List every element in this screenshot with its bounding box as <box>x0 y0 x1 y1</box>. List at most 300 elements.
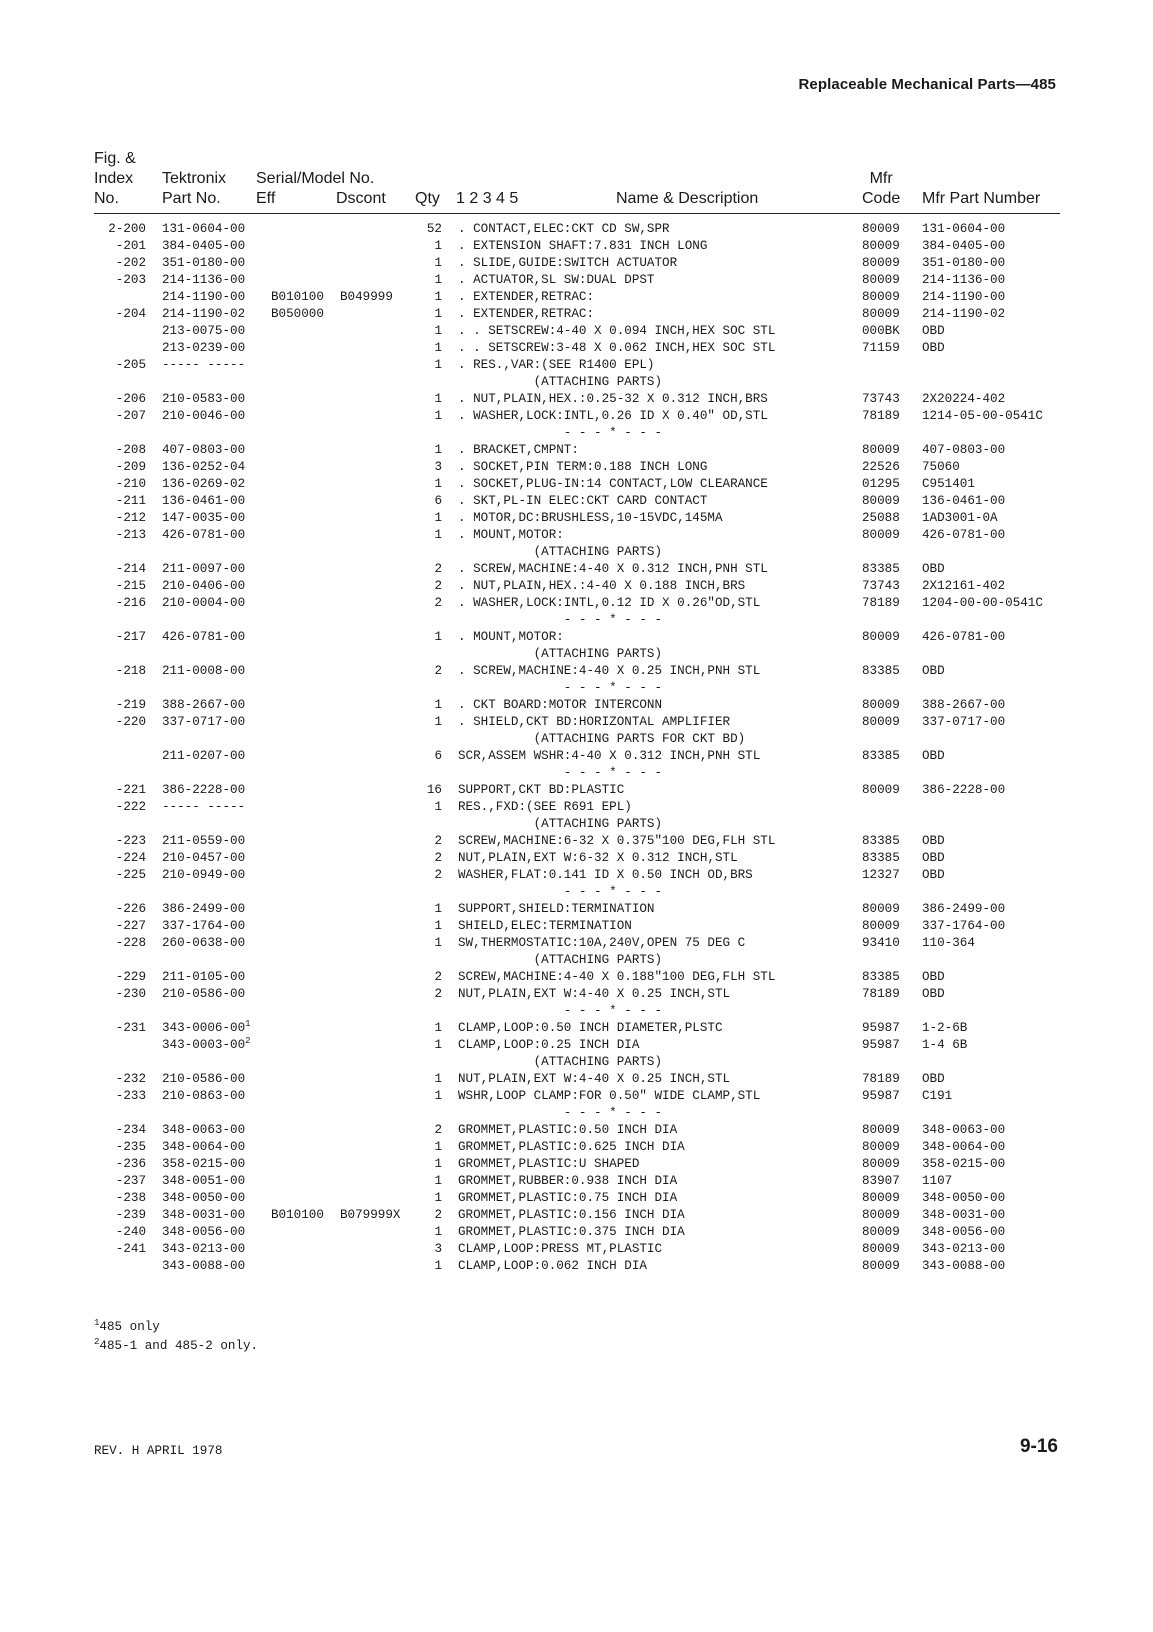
table-row <box>0 221 1153 238</box>
mfr-code-cell-text: 80009 <box>862 1208 900 1222</box>
mfr-part-number-cell-text: 407-0803-00 <box>922 443 1006 457</box>
footnote-mark: 2 <box>94 1337 100 1347</box>
mfr-part-number-cell <box>922 986 945 1003</box>
mfr-code-cell-text: 80009 <box>862 307 900 321</box>
table-row <box>0 1156 1153 1173</box>
fig-index-cell <box>94 255 146 272</box>
part-number-cell-text: 348-0050-00 <box>162 1191 246 1205</box>
name-description-cell-text: . EXTENDER,RETRAC: <box>458 307 595 321</box>
mfr-code-cell <box>862 986 900 1003</box>
footnote-ref: 1 <box>245 1019 251 1029</box>
name-description-cell <box>458 731 745 748</box>
table-row <box>0 765 1153 782</box>
mfr-code-cell <box>862 714 900 731</box>
mfr-code-cell-text: 95987 <box>862 1038 900 1052</box>
name-description-cell <box>458 884 662 901</box>
mfr-part-number-cell-text: OBD <box>922 749 945 763</box>
mfr-part-number-cell <box>922 595 1043 612</box>
part-number-cell <box>162 340 245 357</box>
mfr-part-number-cell <box>922 442 1005 459</box>
mfr-part-number-cell <box>922 1173 952 1190</box>
part-number-cell <box>162 1173 245 1190</box>
mfr-code-cell <box>862 969 900 986</box>
name-description-cell-text: - - - * - - - <box>458 766 663 780</box>
name-description-cell <box>458 544 662 561</box>
name-description-cell <box>458 561 768 578</box>
fig-index-cell <box>94 782 146 799</box>
part-number-cell-text: 147-0035-00 <box>162 511 246 525</box>
mfr-code-cell <box>862 935 900 952</box>
name-description-cell <box>458 255 677 272</box>
mfr-code-cell-text: 93410 <box>862 936 900 950</box>
table-row <box>0 561 1153 578</box>
mfr-code-cell-text: 83385 <box>862 664 900 678</box>
table-row <box>0 442 1153 459</box>
part-number-cell <box>162 1190 245 1207</box>
mfr-code-cell <box>862 697 900 714</box>
name-description-cell <box>458 1020 723 1037</box>
name-description-cell <box>458 1054 662 1071</box>
mfr-part-number-cell-text: OBD <box>922 851 945 865</box>
name-description-cell-text: . SOCKET,PLUG-IN:14 CONTACT,LOW CLEARANCE <box>458 477 768 491</box>
table-row <box>0 306 1153 323</box>
qty-cell <box>415 1241 442 1258</box>
mfr-part-number-cell-text: 348-0031-00 <box>922 1208 1006 1222</box>
part-number-cell <box>162 1224 245 1241</box>
revision-label: REV. H APRIL 1978 <box>94 1444 223 1458</box>
part-number-cell <box>162 714 245 731</box>
fig-index-cell-text: -220 <box>115 715 146 729</box>
qty-cell-text: 1 <box>434 630 442 644</box>
table-row <box>0 1105 1153 1122</box>
name-description-cell <box>458 493 707 510</box>
part-number-cell-text: 210-0583-00 <box>162 392 246 406</box>
qty-cell-text: 1 <box>434 1157 442 1171</box>
mfr-part-number-cell-text: 1107 <box>922 1174 953 1188</box>
qty-cell-text: 6 <box>434 494 442 508</box>
part-number-cell <box>162 221 245 238</box>
qty-cell <box>415 1258 442 1275</box>
name-description-cell-text: SCR,ASSEM WSHR:4-40 X 0.312 INCH,PNH STL <box>458 749 761 763</box>
mfr-code-cell <box>862 1207 900 1224</box>
qty-cell <box>415 238 442 255</box>
qty-cell <box>415 1071 442 1088</box>
mfr-part-number-cell-text: 131-0604-00 <box>922 222 1006 236</box>
qty-cell <box>415 986 442 1003</box>
mfr-part-number-cell <box>922 1071 945 1088</box>
part-number-cell-text: 358-0215-00 <box>162 1157 246 1171</box>
qty-cell <box>415 1190 442 1207</box>
part-number-cell <box>162 748 245 765</box>
fig-index-cell-text: -237 <box>115 1174 146 1188</box>
qty-cell <box>415 323 442 340</box>
qty-cell <box>415 1224 442 1241</box>
mfr-part-number-cell-text: 426-0781-00 <box>922 630 1006 644</box>
table-row <box>0 952 1153 969</box>
mfr-code-cell-text: 83385 <box>862 834 900 848</box>
name-description-cell <box>458 935 745 952</box>
mfr-part-number-cell <box>922 238 1005 255</box>
fig-index-cell <box>94 238 146 255</box>
mfr-code-cell-text: 78189 <box>862 596 900 610</box>
name-description-cell-text: CLAMP,LOOP:0.25 INCH DIA <box>458 1038 640 1052</box>
name-description-cell-text: . ACTUATOR,SL SW:DUAL DPST <box>458 273 655 287</box>
table-row <box>0 986 1153 1003</box>
part-number-cell <box>162 1122 245 1139</box>
qty-cell <box>415 391 442 408</box>
part-number-cell <box>162 595 245 612</box>
table-row <box>0 1139 1153 1156</box>
name-description-cell-text: . CKT BOARD:MOTOR INTERCONN <box>458 698 663 712</box>
part-number-cell <box>162 867 245 884</box>
qty-cell <box>415 1037 442 1054</box>
fig-index-cell-text: 2-200 <box>108 222 146 236</box>
mfr-part-number-cell <box>922 306 1005 323</box>
name-description-cell-text: . SOCKET,PIN TERM:0.188 INCH LONG <box>458 460 708 474</box>
mfr-code-cell-text: 80009 <box>862 528 900 542</box>
mfr-part-number-cell-text: 343-0213-00 <box>922 1242 1006 1256</box>
qty-cell-text: 2 <box>434 970 442 984</box>
part-number-cell-text: 426-0781-00 <box>162 630 246 644</box>
qty-cell-text: 2 <box>434 834 442 848</box>
mfr-part-number-cell <box>922 629 1005 646</box>
name-description-cell <box>458 527 564 544</box>
fig-index-cell <box>94 986 146 1003</box>
part-number-cell-text: 348-0063-00 <box>162 1123 246 1137</box>
fig-index-cell <box>94 1156 146 1173</box>
part-number-cell <box>162 238 245 255</box>
name-description-cell-text: NUT,PLAIN,EXT W:4-40 X 0.25 INCH,STL <box>458 1072 731 1086</box>
col-serial-model: Serial/Model No. <box>256 170 375 187</box>
mfr-code-cell <box>862 408 900 425</box>
name-description-cell-text: GROMMET,PLASTIC:0.50 INCH DIA <box>458 1123 678 1137</box>
table-row <box>0 272 1153 289</box>
table-row <box>0 884 1153 901</box>
table-row <box>0 510 1153 527</box>
qty-cell-text: 1 <box>434 341 442 355</box>
fig-index-cell <box>94 1190 146 1207</box>
name-description-cell-text: GROMMET,PLASTIC:0.75 INCH DIA <box>458 1191 678 1205</box>
mfr-code-cell <box>862 1088 900 1105</box>
table-row <box>0 969 1153 986</box>
mfr-part-number-cell-text: 1-2-6B <box>922 1021 968 1035</box>
mfr-part-number-cell-text: 351-0180-00 <box>922 256 1006 270</box>
mfr-code-cell-text: 000BK <box>862 324 900 338</box>
name-description-cell-text: . EXTENDER,RETRAC: <box>458 290 595 304</box>
fig-index-cell-text: -215 <box>115 579 146 593</box>
name-description-cell-text: SCREW,MACHINE:6-32 X 0.375"100 DEG,FLH STL <box>458 834 776 848</box>
qty-cell <box>415 969 442 986</box>
mfr-code-cell-text: 95987 <box>862 1021 900 1035</box>
qty-cell-text: 1 <box>434 1140 442 1154</box>
part-number-cell <box>162 901 245 918</box>
name-description-cell <box>458 357 655 374</box>
table-row <box>0 1071 1153 1088</box>
col-name-desc-label: Name & Description <box>616 190 759 207</box>
table-row <box>0 1241 1153 1258</box>
fig-index-cell-text: -206 <box>115 392 146 406</box>
name-description-cell <box>458 1105 662 1122</box>
qty-cell <box>415 1088 442 1105</box>
mfr-code-cell <box>862 833 900 850</box>
mfr-part-number-cell-text: 2X12161-402 <box>922 579 1006 593</box>
mfr-part-number-cell-text: OBD <box>922 987 945 1001</box>
part-number-cell-text: 136-0252-04 <box>162 460 246 474</box>
part-number-cell-text: 384-0405-00 <box>162 239 246 253</box>
name-description-cell <box>458 1258 647 1275</box>
mfr-code-cell-text: 80009 <box>862 1225 900 1239</box>
qty-cell <box>415 782 442 799</box>
qty-cell <box>415 289 442 306</box>
table-row <box>0 1088 1153 1105</box>
table-row <box>0 1173 1153 1190</box>
qty-cell-text: 1 <box>434 273 442 287</box>
mfr-part-number-cell-text: 75060 <box>922 460 960 474</box>
qty-cell-text: 1 <box>434 936 442 950</box>
mfr-code-cell <box>862 442 900 459</box>
qty-cell <box>415 493 442 510</box>
name-description-cell <box>458 391 768 408</box>
qty-cell <box>415 340 442 357</box>
mfr-code-cell-text: 80009 <box>862 902 900 916</box>
part-number-cell-text: 210-0586-00 <box>162 987 246 1001</box>
mfr-part-number-cell <box>922 493 1005 510</box>
mfr-code-cell <box>862 578 900 595</box>
mfr-code-cell-text: 22526 <box>862 460 900 474</box>
mfr-code-cell-text: 80009 <box>862 1242 900 1256</box>
name-description-cell-text: . . SETSCREW:3-48 X 0.062 INCH,HEX SOC STL <box>458 341 776 355</box>
mfr-part-number-cell <box>922 1190 1005 1207</box>
fig-index-cell-text: -209 <box>115 460 146 474</box>
part-number-cell <box>162 272 245 289</box>
fig-index-cell <box>94 459 146 476</box>
qty-cell <box>415 850 442 867</box>
mfr-part-number-cell <box>922 340 945 357</box>
footnote-ref: 2 <box>245 1036 251 1046</box>
name-description-cell-text: (ATTACHING PARTS) <box>458 545 663 559</box>
qty-cell <box>415 663 442 680</box>
fig-index-cell-text: -240 <box>115 1225 146 1239</box>
name-description-cell <box>458 748 760 765</box>
mfr-part-number-cell <box>922 391 1005 408</box>
qty-cell <box>415 357 442 374</box>
qty-cell <box>415 1173 442 1190</box>
name-description-cell <box>458 1224 685 1241</box>
col-tektronix-label: Tektronix <box>162 170 227 187</box>
qty-cell-text: 1 <box>434 1225 442 1239</box>
serial-dscont-cell <box>340 289 393 306</box>
table-row <box>0 391 1153 408</box>
fig-index-cell-text: -224 <box>115 851 146 865</box>
fig-index-cell-text: -216 <box>115 596 146 610</box>
qty-cell-text: 2 <box>434 1208 442 1222</box>
name-description-cell-text: SUPPORT,SHIELD:TERMINATION <box>458 902 655 916</box>
fig-index-cell-text: -239 <box>115 1208 146 1222</box>
part-number-cell <box>162 918 245 935</box>
table-row <box>0 1054 1153 1071</box>
mfr-part-number-cell <box>922 221 1005 238</box>
part-number-cell-text: 343-0003-00 <box>162 1038 246 1052</box>
fig-index-cell <box>94 697 146 714</box>
table-row <box>0 1190 1153 1207</box>
table-row <box>0 935 1153 952</box>
mfr-code-cell <box>862 221 900 238</box>
qty-cell-text: 2 <box>434 868 442 882</box>
qty-cell-text: 1 <box>434 290 442 304</box>
name-description-cell-text: . SHIELD,CKT BD:HORIZONTAL AMPLIFIER <box>458 715 731 729</box>
part-number-cell-text: 211-0105-00 <box>162 970 246 984</box>
fig-index-cell-text: -226 <box>115 902 146 916</box>
mfr-code-cell-text: 25088 <box>862 511 900 525</box>
fig-index-cell-text: -227 <box>115 919 146 933</box>
mfr-part-number-cell <box>922 323 945 340</box>
part-number-cell-text: 136-0269-02 <box>162 477 246 491</box>
mfr-part-number-cell <box>922 1037 967 1054</box>
name-description-cell <box>458 510 723 527</box>
fig-index-cell-text: -235 <box>115 1140 146 1154</box>
col-mfr-label: Mfr <box>869 170 893 187</box>
mfr-part-number-cell <box>922 1224 1005 1241</box>
name-description-cell-text: . SLIDE,GUIDE:SWITCH ACTUATOR <box>458 256 678 270</box>
name-description-cell <box>458 221 670 238</box>
mfr-part-number-cell <box>922 255 1005 272</box>
mfr-code-cell <box>862 901 900 918</box>
part-number-cell-text: 131-0604-00 <box>162 222 246 236</box>
fig-index-cell-text: -202 <box>115 256 146 270</box>
qty-cell <box>415 1122 442 1139</box>
footnote-text: 485-1 and 485-2 only. <box>99 1339 259 1353</box>
table-row <box>0 476 1153 493</box>
mfr-part-number-cell <box>922 969 945 986</box>
part-number-cell-text: 210-0586-00 <box>162 1072 246 1086</box>
mfr-code-cell <box>862 391 900 408</box>
name-description-cell-text: CLAMP,LOOP:0.50 INCH DIAMETER,PLSTC <box>458 1021 723 1035</box>
part-number-cell-text: 348-0064-00 <box>162 1140 246 1154</box>
qty-cell-text: 2 <box>434 1123 442 1137</box>
mfr-part-number-cell <box>922 1258 1005 1275</box>
fig-index-cell <box>94 850 146 867</box>
name-description-cell <box>458 425 662 442</box>
mfr-part-number-cell-text: C951401 <box>922 477 975 491</box>
mfr-part-number-cell-text: 136-0461-00 <box>922 494 1006 508</box>
mfr-code-cell-text: 80009 <box>862 273 900 287</box>
fig-index-cell-text: -229 <box>115 970 146 984</box>
mfr-code-cell <box>862 1122 900 1139</box>
name-description-cell <box>458 1207 685 1224</box>
part-number-cell <box>162 1071 245 1088</box>
name-description-cell <box>458 1190 677 1207</box>
mfr-part-number-cell <box>922 1088 952 1105</box>
mfr-code-cell <box>862 1190 900 1207</box>
part-number-cell <box>162 476 245 493</box>
mfr-code-cell <box>862 1258 900 1275</box>
col-mfr-code <box>862 169 900 209</box>
fig-index-cell <box>94 493 146 510</box>
fig-index-cell <box>94 357 146 374</box>
name-description-cell-text: . WASHER,LOCK:INTL,0.12 ID X 0.26"OD,STL <box>458 596 761 610</box>
name-description-cell-text: . . SETSCREW:4-40 X 0.094 INCH,HEX SOC STL <box>458 324 776 338</box>
part-number-cell <box>162 1037 251 1054</box>
page-header-title: Replaceable Mechanical Parts—485 <box>798 76 1056 93</box>
mfr-code-cell <box>862 1071 900 1088</box>
serial-eff-cell <box>271 306 324 323</box>
qty-cell <box>415 595 442 612</box>
name-description-cell <box>458 850 738 867</box>
part-number-cell <box>162 255 245 272</box>
col-index-label: Index <box>94 170 134 187</box>
table-row <box>0 425 1153 442</box>
name-description-cell <box>458 986 730 1003</box>
qty-cell <box>415 935 442 952</box>
qty-cell <box>415 1020 442 1037</box>
mfr-part-number-cell-text: 426-0781-00 <box>922 528 1006 542</box>
mfr-code-cell-text: 80009 <box>862 783 900 797</box>
fig-index-cell <box>94 901 146 918</box>
name-description-cell <box>458 833 775 850</box>
qty-cell-text: 2 <box>434 987 442 1001</box>
part-number-cell-text: 211-0207-00 <box>162 749 246 763</box>
qty-cell-text: 1 <box>434 528 442 542</box>
name-description-cell <box>458 595 760 612</box>
part-number-cell <box>162 850 245 867</box>
mfr-part-number-cell <box>922 850 945 867</box>
mfr-part-number-cell-text: 2X20224-402 <box>922 392 1006 406</box>
qty-cell-text: 2 <box>434 579 442 593</box>
fig-index-cell <box>94 578 146 595</box>
mfr-code-cell <box>862 561 900 578</box>
part-number-cell <box>162 697 245 714</box>
part-number-cell-text: 214-1136-00 <box>162 273 246 287</box>
col-fig-index <box>94 149 136 209</box>
name-description-cell <box>458 1173 677 1190</box>
mfr-part-number-cell <box>922 1122 1005 1139</box>
name-description-cell <box>458 442 579 459</box>
name-description-cell-text: CLAMP,LOOP:0.062 INCH DIA <box>458 1259 647 1273</box>
mfr-code-cell <box>862 1173 900 1190</box>
parts-table <box>0 221 1153 1275</box>
part-number-cell <box>162 969 245 986</box>
mfr-code-cell <box>862 918 900 935</box>
name-description-cell <box>458 765 662 782</box>
qty-cell <box>415 459 442 476</box>
mfr-part-number-cell-text: 348-0064-00 <box>922 1140 1006 1154</box>
qty-cell-text: 3 <box>434 1242 442 1256</box>
fig-index-cell-text: -208 <box>115 443 146 457</box>
name-description-cell-text: SHIELD,ELEC:TERMINATION <box>458 919 632 933</box>
serial-eff-cell-text: B010100 <box>271 290 324 304</box>
table-row <box>0 493 1153 510</box>
table-row <box>0 1020 1153 1037</box>
fig-index-cell <box>94 561 146 578</box>
footnote-1 <box>94 1318 258 1337</box>
fig-index-cell-text: -205 <box>115 358 146 372</box>
name-description-cell <box>458 1122 677 1139</box>
part-number-cell <box>162 442 245 459</box>
name-description-cell-text: GROMMET,PLASTIC:0.156 INCH DIA <box>458 1208 685 1222</box>
part-number-cell-text: 426-0781-00 <box>162 528 246 542</box>
qty-cell <box>415 442 442 459</box>
name-description-cell <box>458 680 662 697</box>
qty-cell <box>415 629 442 646</box>
part-number-cell <box>162 1088 245 1105</box>
name-description-cell <box>458 646 662 663</box>
mfr-part-number-cell-text: 343-0088-00 <box>922 1259 1006 1273</box>
part-number-cell <box>162 935 245 952</box>
fig-index-cell-text: -213 <box>115 528 146 542</box>
mfr-code-cell-text: 01295 <box>862 477 900 491</box>
footnote-text: 485 only <box>99 1320 160 1334</box>
name-description-cell <box>458 578 745 595</box>
